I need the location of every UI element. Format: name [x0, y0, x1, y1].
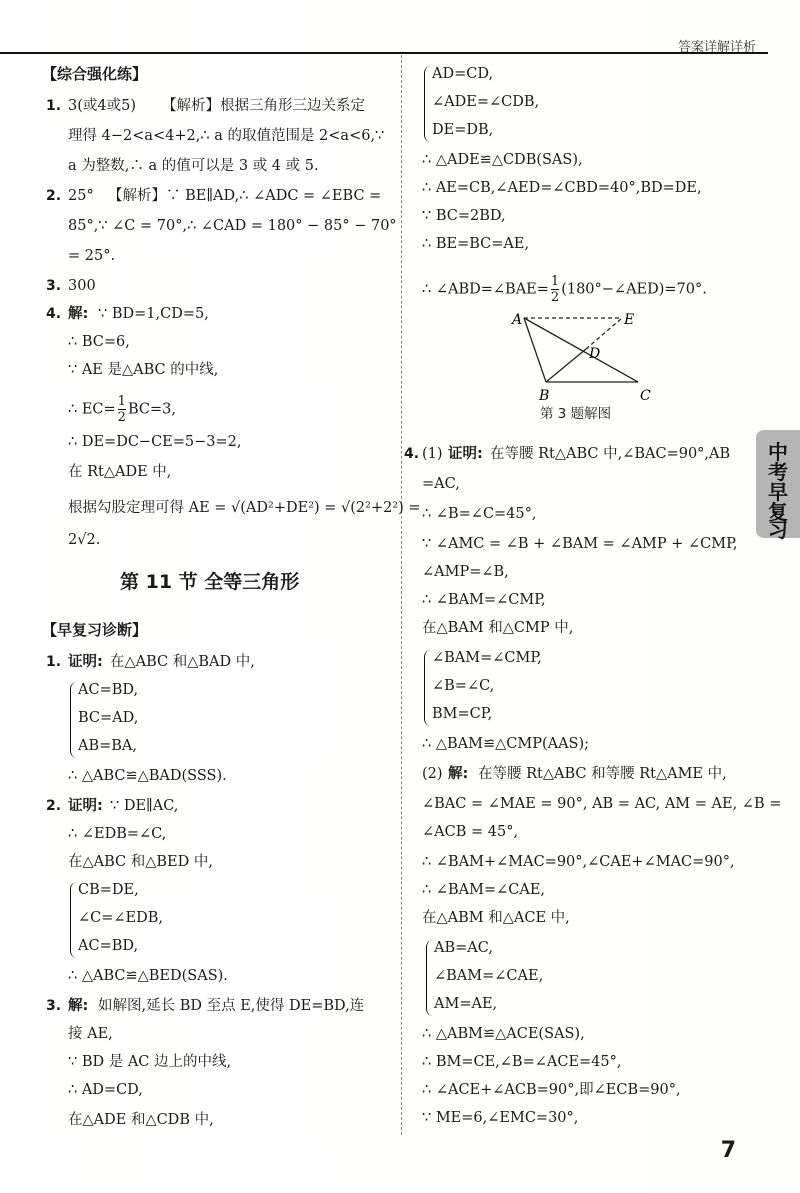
rq4b-line-13: ∵ ME=6,∠EMC=30°, [422, 1110, 579, 1126]
brace [424, 650, 431, 726]
column-divider [401, 55, 402, 1135]
section-heading-diagnosis: 【早复习诊断】 [42, 621, 148, 639]
q4-line-6: 在 Rt△ADE 中, [68, 464, 172, 480]
rq4b-solution-label: 解: [448, 766, 469, 782]
q1-answer: 3(或4或5) [68, 98, 136, 114]
fraction-half [551, 274, 559, 305]
q1-number: 1. [46, 98, 62, 114]
p3-line-3: ∵ BD 是 AC 边上的中线, [68, 1054, 232, 1070]
q4-line-2: ∴ BC=6, [68, 334, 130, 350]
rq4-line-4: ∵ ∠AMC = ∠B + ∠BAM = ∠AMP + ∠CMP, [422, 536, 738, 552]
fraction-numerator: 1 [550, 274, 560, 289]
triangle-figure [510, 312, 660, 404]
q4-line-5: ∴ DE=DC−CE=5−3=2, [68, 434, 242, 450]
rq4b-line-11: ∴ BM=CE,∠B=∠ACE=45°, [422, 1054, 622, 1070]
rq4-part-1: (1) [422, 446, 443, 462]
p2-line-3: 在△ABC 和△BED 中, [68, 854, 213, 870]
chapter-title: 第 11 节 全等三角形 [120, 571, 300, 593]
r1-line-4: ∴ △ADE≌△CDB(SAS), [422, 152, 583, 168]
brace [70, 882, 77, 958]
rq4-number: 4. [404, 446, 420, 462]
rq4-cond-2: ∠B=∠C, [432, 678, 495, 694]
q4-line-3: ∵ AE 是△ABC 的中线, [68, 362, 219, 378]
figure-caption: 第 3 题解图 [540, 406, 612, 422]
p3-line-5: 在△ADE 和△CDB 中, [68, 1112, 214, 1128]
brace [424, 66, 431, 142]
rq4-cond-1: ∠BAM=∠CMP, [432, 650, 542, 666]
fraction-denominator: 2 [117, 410, 126, 425]
p1-cond-3: AB=BA, [78, 738, 138, 754]
q4-line-7: 根据勾股定理可得 AE = √(AD²+DE²) = √(2²+2²) = [68, 500, 421, 516]
rq4b-cond-1: AB=AC, [434, 940, 493, 956]
rq4b-line-2: ∠BAC = ∠MAE = 90°, AB = AC, AM = AE, ∠B = [422, 796, 782, 812]
point-label-d: D [589, 346, 601, 362]
r1-line-6: ∵ BC=2BD, [422, 208, 506, 224]
q3-number: 3. [46, 278, 62, 294]
q4-solution-label: 解: [68, 306, 89, 322]
rq4-conclusion: ∴ △BAM≌△CMP(AAS); [422, 736, 590, 752]
r1-line-5: ∴ AE=CB,∠AED=∠CBD=40°,BD=DE, [422, 180, 702, 196]
rq4b-line-4: ∴ ∠BAM+∠MAC=90°,∠CAE+∠MAC=90°, [422, 854, 735, 870]
p3-number: 3. [46, 998, 62, 1014]
rq4-line-6: ∴ ∠BAM=∠CMP, [422, 592, 546, 608]
rq4b-cond-3: AM=AE, [434, 996, 498, 1012]
segment-ab [524, 318, 546, 382]
p2-cond-2: ∠C=∠EDB, [78, 910, 164, 926]
point-label-c: C [640, 388, 651, 404]
point-label-b: B [539, 388, 550, 404]
rq4b-line-1: 在等腰 Rt△ABC 和等腰 Rt△AME 中, [478, 766, 727, 782]
rq4-line-2: =AC, [422, 476, 460, 492]
r1-cond-3: DE=DB, [432, 122, 494, 138]
rq4-line-5: ∠AMP=∠B, [422, 564, 509, 580]
p2-conclusion: ∴ △ABC≌△BED(SAS). [68, 968, 228, 984]
q2-analysis: 【解析】∵ BE∥AD,∴ ∠ADC = ∠EBC = [108, 188, 382, 204]
r1-line-8-start: ∴ ∠ABD=∠BAE= [422, 281, 549, 298]
fraction-half [118, 394, 126, 425]
page-number: 7 [720, 1138, 736, 1163]
p2-line-1: ∵ DE∥AC, [110, 798, 179, 814]
q4-number: 4. [46, 306, 62, 322]
side-tab-char: 中 [768, 440, 788, 464]
p1-cond-2: BC=AD, [78, 710, 139, 726]
rq4b-line-12: ∴ ∠ACE+∠ACB=90°,即∠ECB=90°, [422, 1082, 681, 1098]
section-heading-comprehensive: 【综合强化练】 [42, 65, 148, 83]
rq4b-line-6: 在△ABM 和△ACE 中, [422, 910, 570, 926]
r1-line-8-end: (180°−∠AED)=70°. [561, 281, 707, 298]
p2-cond-1: CB=DE, [78, 882, 139, 898]
q4-line-4-end: BC=3, [127, 401, 176, 418]
brace [426, 940, 433, 1016]
fraction-denominator: 2 [550, 290, 560, 305]
q4-line-4 [68, 394, 176, 425]
rq4-line-1: 在等腰 Rt△ABC 中,∠BAC=90°,AB [490, 446, 731, 462]
rq4b-line-5: ∴ ∠BAM=∠CAE, [422, 882, 546, 898]
r1-cond-1: AD=CD, [432, 66, 494, 82]
side-tab-char: 早 [768, 480, 788, 504]
p1-number: 1. [46, 654, 62, 670]
segment-ac [524, 318, 638, 382]
rq4-line-7: 在△BAM 和△CMP 中, [422, 620, 574, 636]
header-bar [0, 0, 768, 54]
q4-line-4-start: ∴ EC= [68, 401, 116, 418]
segment-bd [546, 349, 586, 382]
point-label-e: E [624, 312, 635, 328]
p3-line-4: ∴ AD=CD, [68, 1082, 143, 1098]
p1-cond-1: AC=BD, [78, 682, 139, 698]
side-tab-review[interactable] [756, 430, 800, 542]
q2-line-3: = 25°. [68, 248, 116, 264]
r1-cond-2: ∠ADE=∠CDB, [432, 94, 540, 110]
p2-number: 2. [46, 798, 62, 814]
q3-answer: 300 [68, 278, 96, 294]
fraction-numerator: 1 [117, 394, 126, 409]
p2-cond-3: AC=BD, [78, 938, 139, 954]
rq4b-line-3: ∠ACB = 45°, [422, 824, 519, 840]
q2-line-2: 85°,∵ ∠C = 70°,∴ ∠CAD = 180° − 85° − 70° [68, 218, 397, 234]
point-label-a: A [512, 312, 523, 328]
p2-proof-label: 证明: [68, 798, 103, 814]
rq4-line-3: ∴ ∠B=∠C=45°, [422, 506, 537, 522]
brace [70, 682, 77, 758]
q1-line-2: 理得 4−2<a<4+2,∴ a 的取值范围是 2<a<6,∵ [68, 128, 385, 144]
rq4b-part-2: (2) [422, 766, 443, 782]
p3-line-1: 如解图,延长 BD 至点 E,使得 DE=BD,连 [98, 998, 365, 1014]
header-title: 答案详解详析 [677, 40, 756, 55]
p1-conclusion: ∴ △ABC≌△BAD(SSS). [68, 768, 227, 784]
q1-analysis: 【解析】根据三角形三边关系定 [162, 98, 365, 114]
q1-line-3: a 为整数,∴ a 的值可以是 3 或 4 或 5. [68, 158, 319, 174]
r1-line-7: ∴ BE=BC=AE, [422, 236, 530, 252]
r1-line-8 [422, 274, 707, 305]
rq4b-line-10: ∴ △ABM≌△ACE(SAS), [422, 1026, 585, 1042]
rq4-proof-label: 证明: [448, 446, 483, 462]
side-tab-char: 复 [768, 500, 788, 524]
segment-de [586, 318, 622, 349]
rq4-cond-3: BM=CP, [432, 706, 493, 722]
side-tab-char: 考 [768, 460, 788, 484]
p1-line-1: 在△ABC 和△BAD 中, [110, 654, 255, 670]
q2-number: 2. [46, 188, 62, 204]
p3-solution-label: 解: [68, 998, 89, 1014]
p3-line-2: 接 AE, [68, 1026, 113, 1042]
q4-line-8: 2√2. [68, 532, 101, 548]
rq4b-cond-2: ∠BAM=∠CAE, [434, 968, 544, 984]
side-tab-char: 习 [768, 518, 788, 542]
q2-answer: 25° [68, 188, 94, 204]
q4-line-1: ∵ BD=1,CD=5, [98, 306, 209, 322]
p1-proof-label: 证明: [68, 654, 103, 670]
p2-line-2: ∴ ∠EDB=∠C, [68, 826, 167, 842]
